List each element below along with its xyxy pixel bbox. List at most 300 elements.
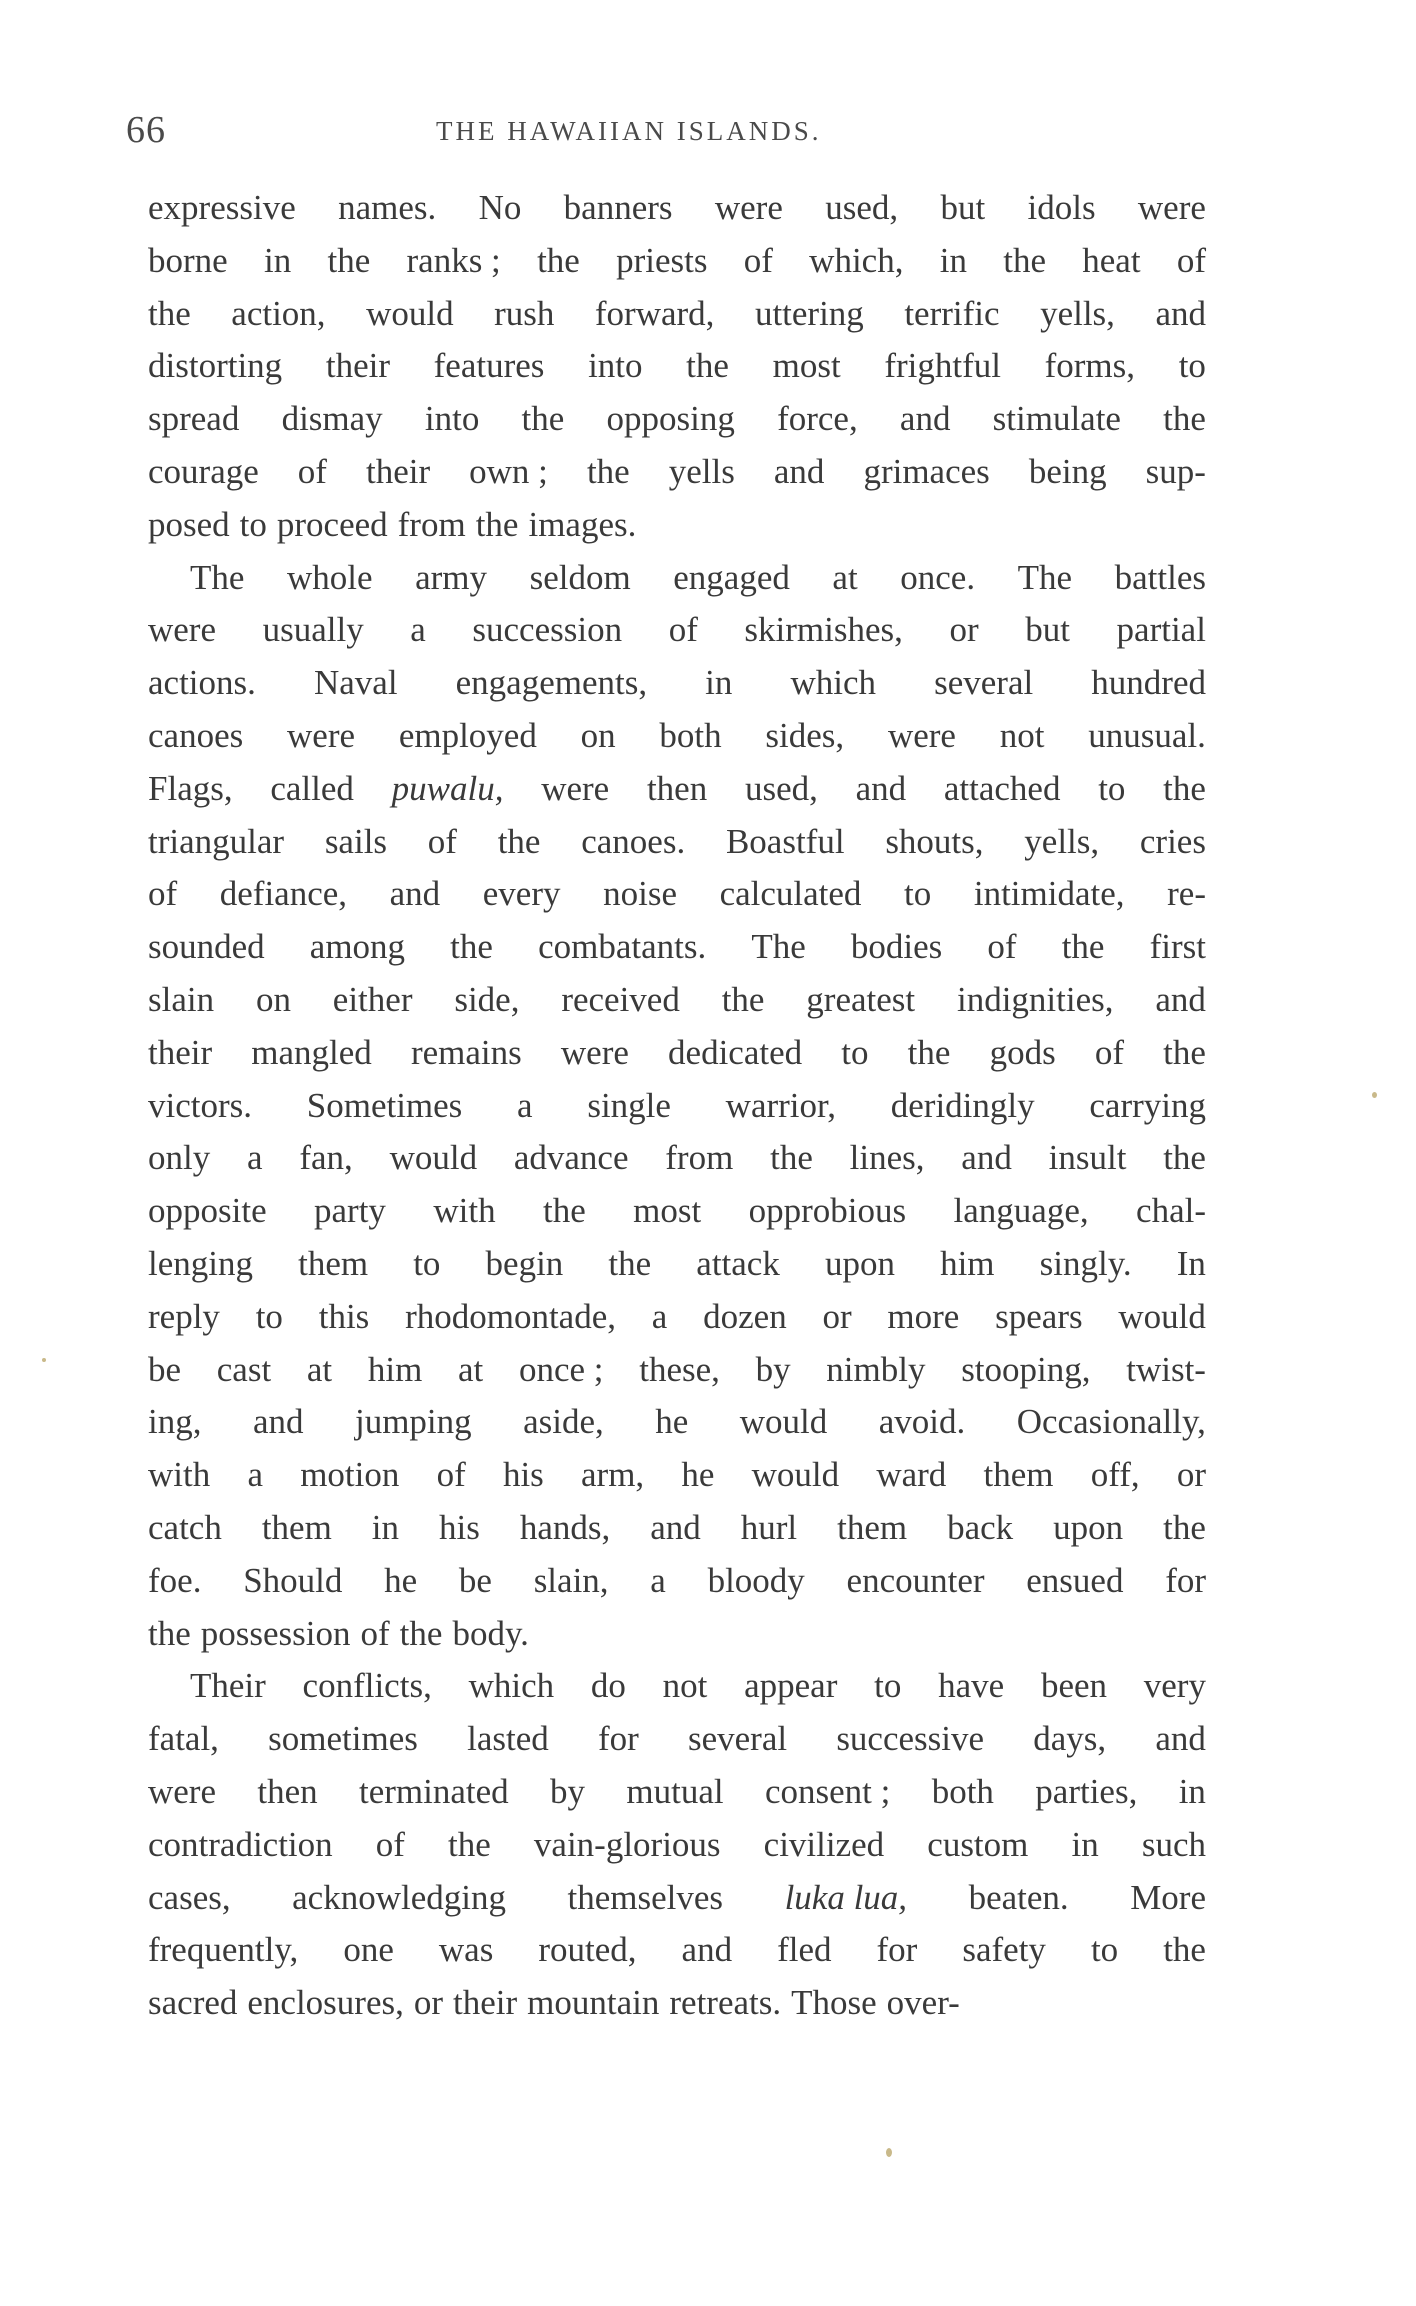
word: off,: [1090, 1455, 1140, 1495]
word: at: [458, 1349, 484, 1389]
word: by: [550, 1771, 586, 1811]
word: would: [366, 293, 454, 333]
word: most: [633, 1191, 702, 1231]
word: of: [148, 874, 178, 914]
word: these,: [639, 1349, 720, 1389]
word: to: [255, 1296, 283, 1336]
word: to: [1098, 768, 1126, 808]
word: of: [436, 1455, 466, 1495]
word: stimulate: [992, 399, 1121, 439]
word: such: [1141, 1824, 1206, 1864]
word: singly.: [1039, 1243, 1132, 1283]
word: No: [478, 188, 522, 227]
word: cries: [1139, 821, 1206, 861]
word: language,: [953, 1191, 1089, 1231]
word: for: [597, 1719, 639, 1759]
word: usually: [262, 610, 364, 650]
word: would: [751, 1455, 840, 1495]
text-line: [148, 182, 1206, 235]
word: the: [586, 451, 630, 491]
word: would: [1118, 1296, 1206, 1336]
word: this: [318, 1296, 370, 1336]
word: opprobious: [748, 1191, 907, 1231]
word: the: [450, 927, 493, 967]
text-line: [148, 1608, 1206, 1661]
word: but: [940, 188, 986, 227]
word: combatants.: [538, 927, 707, 967]
word: acknowledging: [292, 1877, 506, 1917]
word: lines,: [849, 1138, 925, 1178]
word: and: [681, 1930, 733, 1970]
word: were: [1137, 188, 1206, 227]
word: very: [1143, 1666, 1206, 1706]
word: of: [1176, 240, 1206, 280]
word: the: [1163, 1138, 1206, 1178]
word: most: [772, 346, 841, 386]
text-line: [148, 340, 1206, 393]
word: been: [1040, 1666, 1108, 1706]
word: beaten.: [968, 1877, 1069, 1917]
word: mangled: [251, 1032, 372, 1072]
text-line: [148, 921, 1206, 974]
word: were: [560, 1032, 629, 1072]
text-line: [148, 1238, 1206, 1291]
text-line: [148, 1660, 1206, 1713]
text-line: [148, 1502, 1206, 1555]
word: the: [448, 1824, 491, 1864]
word: slain: [148, 979, 215, 1019]
word: In: [1176, 1243, 1206, 1283]
word: the: [608, 1243, 652, 1283]
word: unusual.: [1088, 715, 1206, 755]
word: the: [1163, 1930, 1206, 1970]
word: sacred: [148, 1983, 238, 2023]
word: in: [705, 663, 733, 703]
word: at: [832, 557, 858, 597]
word: one: [343, 1930, 394, 1970]
word: used,: [744, 768, 818, 808]
word: partial: [1116, 610, 1206, 650]
page-header: [126, 108, 1206, 158]
word: features: [433, 346, 545, 386]
word: which: [790, 663, 877, 703]
word: which: [468, 1666, 555, 1706]
word: gods: [989, 1032, 1056, 1072]
word: then: [646, 768, 708, 808]
word: frightful: [884, 346, 1001, 386]
word: fatal,: [148, 1719, 219, 1759]
word: Those: [791, 1983, 877, 2023]
word: chal-: [1136, 1191, 1206, 1231]
text-line: [148, 1344, 1206, 1397]
text-line: [148, 1713, 1206, 1766]
word: safety: [962, 1930, 1046, 1970]
word: for: [1165, 1560, 1206, 1600]
word: he: [655, 1402, 689, 1442]
text-line: [148, 552, 1206, 605]
word: not: [999, 715, 1045, 755]
word: opposing: [606, 399, 735, 439]
word: were: [148, 1771, 217, 1811]
word: would: [389, 1138, 478, 1178]
word: rush: [494, 293, 555, 333]
word: triangular: [148, 821, 285, 861]
word: his: [502, 1455, 544, 1495]
word: of: [375, 1824, 405, 1864]
word: arm,: [581, 1455, 645, 1495]
word: appear: [744, 1666, 838, 1706]
word: a: [247, 1455, 263, 1495]
word: he: [384, 1560, 418, 1600]
word: but: [1025, 610, 1070, 650]
word: actions.: [148, 663, 256, 703]
word: upon: [1053, 1507, 1124, 1547]
word: body.: [452, 1613, 529, 1653]
word: victors.: [148, 1085, 253, 1125]
word: routed,: [538, 1930, 637, 1970]
word: motion: [300, 1455, 400, 1495]
text-line: [148, 288, 1206, 341]
word: were: [887, 715, 956, 755]
word: carrying: [1089, 1085, 1206, 1125]
word: yells: [668, 451, 735, 491]
word: the: [770, 1138, 813, 1178]
word: sometimes: [268, 1719, 418, 1759]
word: Their: [190, 1666, 266, 1706]
word: the: [475, 504, 519, 544]
word: civilized: [763, 1824, 885, 1864]
word: several: [687, 1719, 788, 1759]
text-line: [148, 868, 1206, 921]
word: aside,: [523, 1402, 604, 1442]
word: deridingly: [890, 1085, 1035, 1125]
word: he: [681, 1455, 715, 1495]
word: be: [148, 1349, 182, 1389]
word: or: [1176, 1455, 1206, 1495]
word: bloody: [707, 1560, 805, 1600]
text-line: [148, 1977, 1206, 2030]
word: a: [650, 1560, 666, 1600]
word: on: [580, 715, 616, 755]
word: rhodomontade,: [405, 1296, 617, 1336]
word: by: [755, 1349, 791, 1389]
word: in: [371, 1507, 400, 1547]
word: slain,: [533, 1560, 609, 1600]
word: to: [239, 504, 267, 544]
word: action,: [231, 293, 326, 333]
word: proceed: [276, 504, 388, 544]
word: seldom: [529, 557, 631, 597]
word: only: [148, 1138, 211, 1178]
word: a: [410, 610, 426, 650]
word: ing,: [148, 1402, 202, 1442]
word: their: [453, 1983, 518, 2023]
word: frequently,: [148, 1930, 299, 1970]
word: The: [1017, 557, 1073, 597]
word: and: [1155, 1719, 1206, 1759]
word: luka lua,: [784, 1877, 908, 1917]
word: attack: [696, 1243, 780, 1283]
word: him: [940, 1243, 995, 1283]
word: re-: [1167, 874, 1206, 914]
word: shouts,: [885, 821, 984, 861]
word: them: [837, 1507, 908, 1547]
word: consent ;: [764, 1771, 891, 1811]
word: or: [413, 1983, 444, 2023]
word: or: [949, 610, 979, 650]
word: mountain: [527, 1983, 660, 2023]
word: a: [247, 1138, 263, 1178]
word: nimbly: [826, 1349, 926, 1389]
word: terminated: [359, 1771, 509, 1811]
word: sup-: [1145, 451, 1206, 491]
word: of: [297, 451, 327, 491]
word: reply: [148, 1296, 220, 1336]
word: the: [1003, 240, 1046, 280]
word: Sometimes: [306, 1085, 463, 1125]
word: their: [365, 451, 431, 491]
word: indignities,: [956, 979, 1114, 1019]
word: on: [255, 979, 291, 1019]
text-line: [148, 393, 1206, 446]
word: vain-glorious: [533, 1824, 721, 1864]
word: the: [686, 346, 729, 386]
word: in: [263, 240, 292, 280]
word: in: [939, 240, 967, 280]
text-line: [148, 1080, 1206, 1133]
word: lenging: [148, 1243, 253, 1283]
word: and: [1155, 979, 1206, 1019]
word: sounded: [148, 927, 265, 967]
word: a: [651, 1296, 668, 1336]
word: force,: [777, 399, 858, 439]
word: among: [309, 927, 406, 967]
text-line: [148, 1185, 1206, 1238]
word: own ;: [469, 451, 548, 491]
word: the: [1061, 927, 1105, 967]
word: avoid.: [878, 1402, 966, 1442]
word: army: [415, 557, 488, 597]
text-line: [148, 604, 1206, 657]
word: which,: [809, 240, 904, 280]
word: the: [521, 399, 565, 439]
word: defiance,: [219, 874, 348, 914]
word: foe.: [148, 1560, 202, 1600]
text-line: [148, 1027, 1206, 1080]
word: first: [1149, 927, 1206, 967]
word: the: [542, 1191, 586, 1231]
word: sails: [324, 821, 388, 861]
word: and: [1155, 293, 1206, 333]
word: both: [659, 715, 722, 755]
word: whole: [286, 557, 373, 597]
word: borne: [148, 240, 228, 280]
word: back: [947, 1507, 1014, 1547]
word: contradiction: [148, 1824, 333, 1864]
word: every: [482, 874, 561, 914]
word: custom: [927, 1824, 1029, 1864]
word: both: [931, 1771, 994, 1811]
word: then: [257, 1771, 318, 1811]
word: More: [1130, 1877, 1206, 1917]
word: engagements,: [455, 663, 648, 703]
word: to: [904, 874, 932, 914]
word: cast: [216, 1349, 272, 1389]
word: spears: [995, 1296, 1083, 1336]
paper-speck: [42, 1358, 46, 1362]
page-number: 66: [126, 109, 166, 151]
word: him: [367, 1349, 423, 1389]
text-line: [148, 1872, 1206, 1925]
word: the: [907, 1032, 951, 1072]
text-line: [148, 1555, 1206, 1608]
word: fan,: [299, 1138, 353, 1178]
word: of: [987, 927, 1017, 967]
word: their: [148, 1032, 213, 1072]
word: Boastful: [725, 821, 845, 861]
word: were: [541, 768, 610, 808]
word: terrific: [904, 293, 1000, 333]
word: employed: [398, 715, 537, 755]
word: once ;: [518, 1349, 604, 1389]
text-line: [148, 657, 1206, 710]
word: Naval: [313, 663, 398, 703]
word: in: [1071, 1824, 1099, 1864]
word: distorting: [148, 346, 283, 386]
word: priests: [616, 240, 708, 280]
word: the: [1163, 1507, 1206, 1547]
word: insult: [1048, 1138, 1127, 1178]
word: and: [961, 1138, 1012, 1178]
word: the: [1163, 399, 1206, 439]
word: spread: [148, 399, 240, 439]
word: greatest: [806, 979, 916, 1019]
word: his: [439, 1507, 480, 1547]
word: of: [360, 1613, 390, 1653]
word: be: [458, 1560, 492, 1600]
word: to: [1178, 346, 1206, 386]
word: the: [1163, 768, 1206, 808]
word: hurl: [740, 1507, 798, 1547]
word: opposite: [148, 1191, 267, 1231]
word: their: [325, 346, 390, 386]
word: yells,: [1040, 293, 1115, 333]
word: canoes: [148, 715, 244, 755]
word: forward,: [594, 293, 715, 333]
word: fled: [777, 1930, 832, 1970]
word: succession: [472, 610, 623, 650]
word: party: [314, 1191, 386, 1231]
word: posed: [148, 504, 230, 544]
word: hundred: [1091, 663, 1206, 703]
word: lasted: [467, 1719, 549, 1759]
word: parties,: [1035, 1771, 1138, 1811]
word: once.: [900, 557, 976, 597]
text-line: [148, 1819, 1206, 1872]
word: ranks ;: [406, 240, 501, 280]
word: intimidate,: [973, 874, 1125, 914]
word: the: [497, 821, 541, 861]
word: battles: [1114, 557, 1206, 597]
word: into: [424, 399, 480, 439]
word: heat: [1082, 240, 1141, 280]
word: or: [822, 1296, 852, 1336]
word: do: [590, 1666, 626, 1706]
word: stooping,: [961, 1349, 1091, 1389]
word: them: [261, 1507, 332, 1547]
word: dedicated: [668, 1032, 803, 1072]
word: were: [714, 188, 783, 227]
word: hands,: [519, 1507, 611, 1547]
paragraph: [148, 182, 1206, 552]
word: engaged: [673, 557, 790, 597]
word: sides,: [765, 715, 845, 755]
word: ensued: [1026, 1560, 1124, 1600]
word: images.: [528, 504, 637, 544]
word: and: [252, 1402, 304, 1442]
word: of: [427, 821, 457, 861]
text-line: [148, 710, 1206, 763]
body-text: [148, 182, 1206, 2030]
word: advance: [513, 1138, 629, 1178]
word: several: [934, 663, 1034, 703]
word: was: [438, 1930, 494, 1970]
word: more: [887, 1296, 960, 1336]
word: dismay: [281, 399, 383, 439]
word: with: [433, 1191, 496, 1231]
word: were: [287, 715, 356, 755]
word: called: [270, 768, 354, 808]
paper-speck: [886, 2148, 892, 2157]
word: puwalu,: [391, 768, 504, 808]
word: them: [298, 1243, 369, 1283]
word: not: [662, 1666, 708, 1706]
text-line: [148, 816, 1206, 869]
word: names.: [338, 188, 437, 227]
word: forms,: [1044, 346, 1136, 386]
word: of: [1094, 1032, 1124, 1072]
word: calculated: [719, 874, 862, 914]
word: warrior,: [725, 1085, 837, 1125]
word: upon: [824, 1243, 895, 1283]
word: a: [517, 1085, 533, 1125]
word: attached: [943, 768, 1061, 808]
word: from: [665, 1138, 734, 1178]
word: to: [841, 1032, 869, 1072]
word: have: [938, 1666, 1005, 1706]
word: idols: [1027, 188, 1096, 227]
word: the: [1163, 1032, 1206, 1072]
word: mutual: [626, 1771, 724, 1811]
word: expressive: [148, 188, 296, 227]
word: and: [899, 399, 951, 439]
word: received: [561, 979, 680, 1019]
word: courage: [148, 451, 259, 491]
paragraph: [148, 1660, 1206, 2030]
word: and: [389, 874, 441, 914]
word: cases,: [148, 1877, 231, 1917]
word: grimaces: [863, 451, 990, 491]
word: used,: [825, 188, 899, 227]
word: retreats.: [669, 1983, 782, 2023]
word: the: [148, 293, 191, 333]
text-line: [148, 1291, 1206, 1344]
word: single: [587, 1085, 671, 1125]
word: side,: [454, 979, 520, 1019]
text-line: [148, 1924, 1206, 1977]
word: to: [413, 1243, 441, 1283]
word: skirmishes,: [744, 610, 903, 650]
